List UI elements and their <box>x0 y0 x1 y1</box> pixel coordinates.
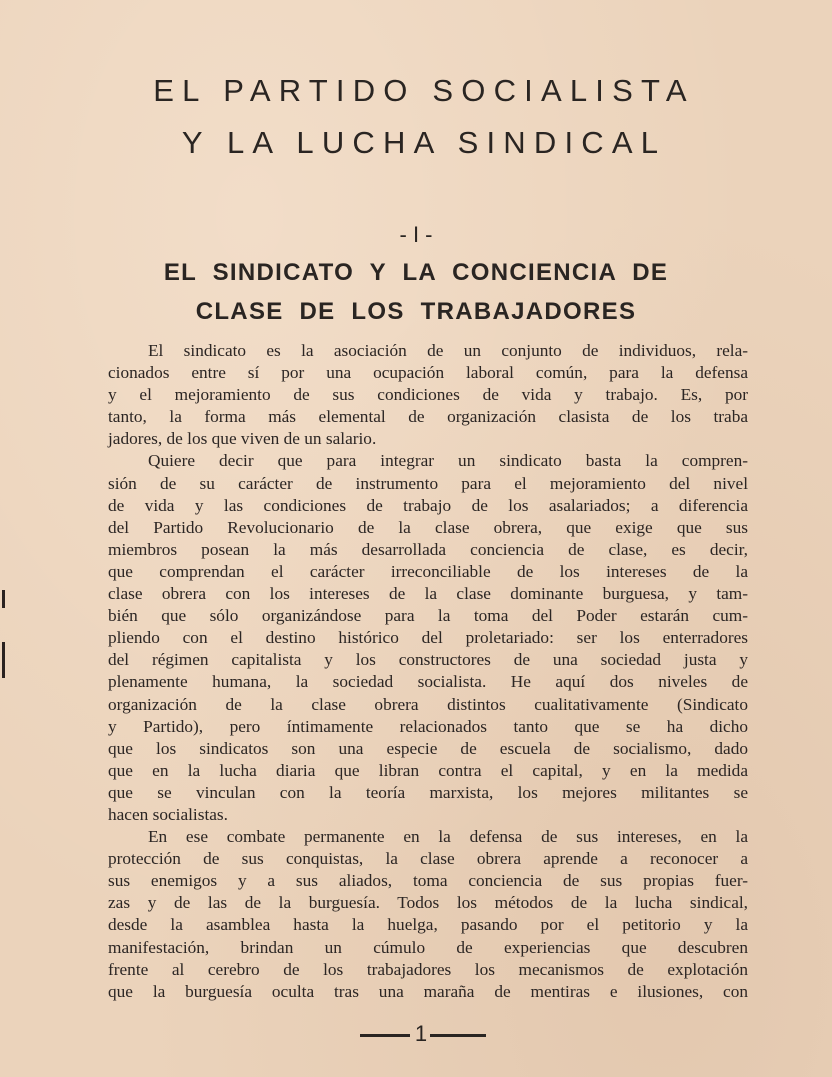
body-line: jadores, de los que viven de un salario. <box>108 429 377 449</box>
body-line: En ese combate permanente en la defensa de sus intereses, en la <box>148 827 748 847</box>
body-line: desde la asamblea hasta la huelga, pasando por el petitorio y la <box>108 915 748 935</box>
body-line: que se vinculan con la teoría marxista, los mejores militantes se <box>108 782 748 802</box>
document-title-line-2: Y LA LUCHA SINDICAL <box>181 125 667 160</box>
page-edge-mark <box>0 590 6 690</box>
body-line: y Partido), pero íntimamente relacionados tanto que se ha dicho <box>108 716 748 736</box>
body-line: organización de la clase obrera distintos cualitativamente (Sindicato <box>108 694 748 714</box>
body-line: que comprendan el carácter irreconciliable de los intereses de la <box>108 561 748 581</box>
section-number: - I - <box>399 222 433 247</box>
body-line: que en la lucha diaria que libran contra el capital, y en la medida <box>108 760 748 780</box>
body-line: del régimen capitalista y los constructores de una sociedad justa y <box>108 650 748 670</box>
body-line: bién que sólo organizándose para la toma del Poder estarán cum- <box>108 606 748 626</box>
page-number: 1 <box>414 1021 428 1046</box>
body-line: manifestación, brindan un cúmulo de experiencias que descubren <box>108 937 748 957</box>
body-line: de vida y las condiciones de trabajo de los asalariados; a diferencia <box>108 495 748 515</box>
body-line: hacen socialistas. <box>108 804 228 824</box>
body-line: El sindicato es la asociación de un conjunto de individuos, rela- <box>148 341 748 360</box>
footer-rule-left <box>360 1034 410 1037</box>
body-line: frente al cerebro de los trabajadores los mecanismos de explotación <box>108 959 748 979</box>
body-line: que la burguesía oculta tras una maraña de mentiras e ilusiones, con <box>108 981 748 1001</box>
page-footer <box>0 1021 832 1048</box>
body-line: pliendo con el destino histórico del proletariado: ser los enterradores <box>108 628 748 648</box>
body-line: protección de sus conquistas, la clase obrera aprende a reconocer a <box>108 849 748 869</box>
body-line: clase obrera con los intereses de la clase dominante burguesa, y tam- <box>108 584 748 604</box>
body-line: y el mejoramiento de sus condiciones de vida y trabajo. Es, por <box>108 385 748 405</box>
body-line: que los sindicatos son una especie de escuela de socialismo, dado <box>108 738 748 758</box>
footer-rule-right <box>430 1034 486 1037</box>
body-line: plenamente humana, la sociedad socialista. He aquí dos niveles de <box>108 672 748 692</box>
body-line: sión de su carácter de instrumento para el mejoramiento del nivel <box>108 473 748 493</box>
body-line: sus enemigos y a sus aliados, toma conciencia de sus propias fuer- <box>108 871 748 891</box>
body-line: del Partido Revolucionario de la clase obrera, que exige que sus <box>108 517 748 537</box>
section-title-line-1: EL SINDICATO Y LA CONCIENCIA DE <box>163 259 669 286</box>
body-line: tanto, la forma más elemental de organización clasista de los traba <box>108 407 748 427</box>
body-line: miembros posean la más desarrollada conciencia de clase, es decir, <box>108 539 748 559</box>
document-title-line-1: EL PARTIDO SOCIALISTA <box>153 73 695 108</box>
body-line: cionados entre sí por una ocupación laboral común, para la defensa <box>108 363 748 383</box>
body-text <box>108 340 748 1003</box>
section-title-line-2: CLASE DE LOS TRABAJADORES <box>195 298 637 325</box>
body-line: zas y de las de la burguesía. Todos los métodos de la lucha sindical, <box>108 893 748 913</box>
body-line: Quiere decir que para integrar un sindicato basta la compren- <box>148 451 748 471</box>
